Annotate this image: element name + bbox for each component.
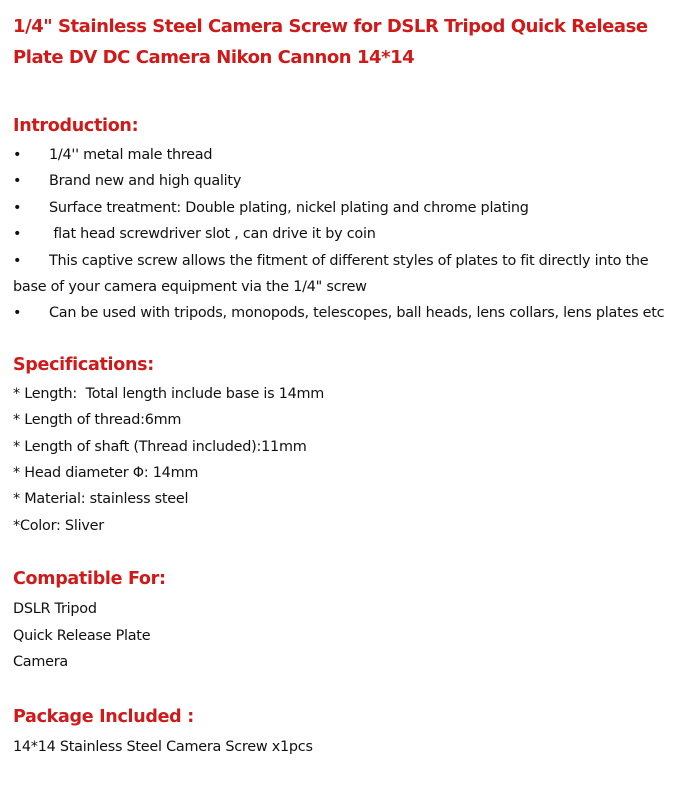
compatible-section — [13, 568, 671, 675]
package-list — [13, 734, 671, 760]
bullet-icon: • — [13, 173, 22, 190]
introduction-item-text: 1/4'' metal male thread — [49, 147, 213, 163]
bullet-icon: • — [13, 226, 22, 243]
introduction-item — [13, 142, 671, 168]
introduction-item-text: Surface treatment: Double plating, nickel plating and chrome plating — [49, 199, 529, 216]
spec-item: * Material: stainless steel — [13, 491, 189, 508]
specifications-list — [13, 381, 671, 539]
compatible-item: Quick Release Plate — [13, 627, 151, 644]
introduction-item — [13, 248, 671, 301]
introduction-item — [13, 195, 671, 221]
introduction-section — [13, 115, 671, 327]
package-heading: Package Included : — [13, 706, 194, 727]
introduction-list — [13, 142, 671, 327]
spec-item: * Head diameter Φ: 14mm — [13, 465, 199, 482]
specifications-section — [13, 354, 671, 539]
product-title: 1/4" Stainless Steel Camera Screw for DSLR Tripod Quick Release Plate DV DC Camera Nikon Cannon 14*14 — [13, 16, 648, 68]
spec-item: * Length of thread:6mm — [13, 412, 182, 429]
package-section — [13, 706, 671, 760]
introduction-item-text: flat head screwdriver slot , can drive it by coin — [49, 226, 376, 243]
compatible-list — [13, 596, 671, 675]
spec-item: *Color: Sliver — [13, 517, 104, 534]
introduction-item-text: Brand new and high quality — [49, 173, 242, 190]
compatible-heading: Compatible For: — [13, 569, 166, 590]
introduction-item-text: Can be used with tripods, monopods, telescopes, ball heads, lens collars, lens plates etc — [49, 305, 665, 322]
specifications-heading: Specifications: — [13, 354, 154, 375]
package-item: 14*14 Stainless Steel Camera Screw x1pcs — [13, 738, 313, 755]
introduction-item — [13, 300, 671, 326]
spec-item: * Length: Total length include base is 14mm — [13, 385, 325, 402]
introduction-item-text: This captive screw allows the fitment of different styles of plates to fit directly into the base of your camera equipment via the 1/4" screw — [13, 252, 649, 296]
bullet-icon: • — [13, 147, 22, 163]
introduction-item — [13, 221, 671, 247]
introduction-item — [13, 168, 671, 194]
bullet-icon: • — [13, 305, 22, 322]
compatible-item: DSLR Tripod — [13, 601, 97, 618]
introduction-heading: Introduction: — [13, 116, 139, 136]
spec-item: * Length of shaft (Thread included):11mm — [13, 438, 307, 455]
bullet-icon: • — [13, 199, 22, 216]
compatible-item: Camera — [13, 654, 68, 671]
bullet-icon: • — [13, 252, 22, 269]
